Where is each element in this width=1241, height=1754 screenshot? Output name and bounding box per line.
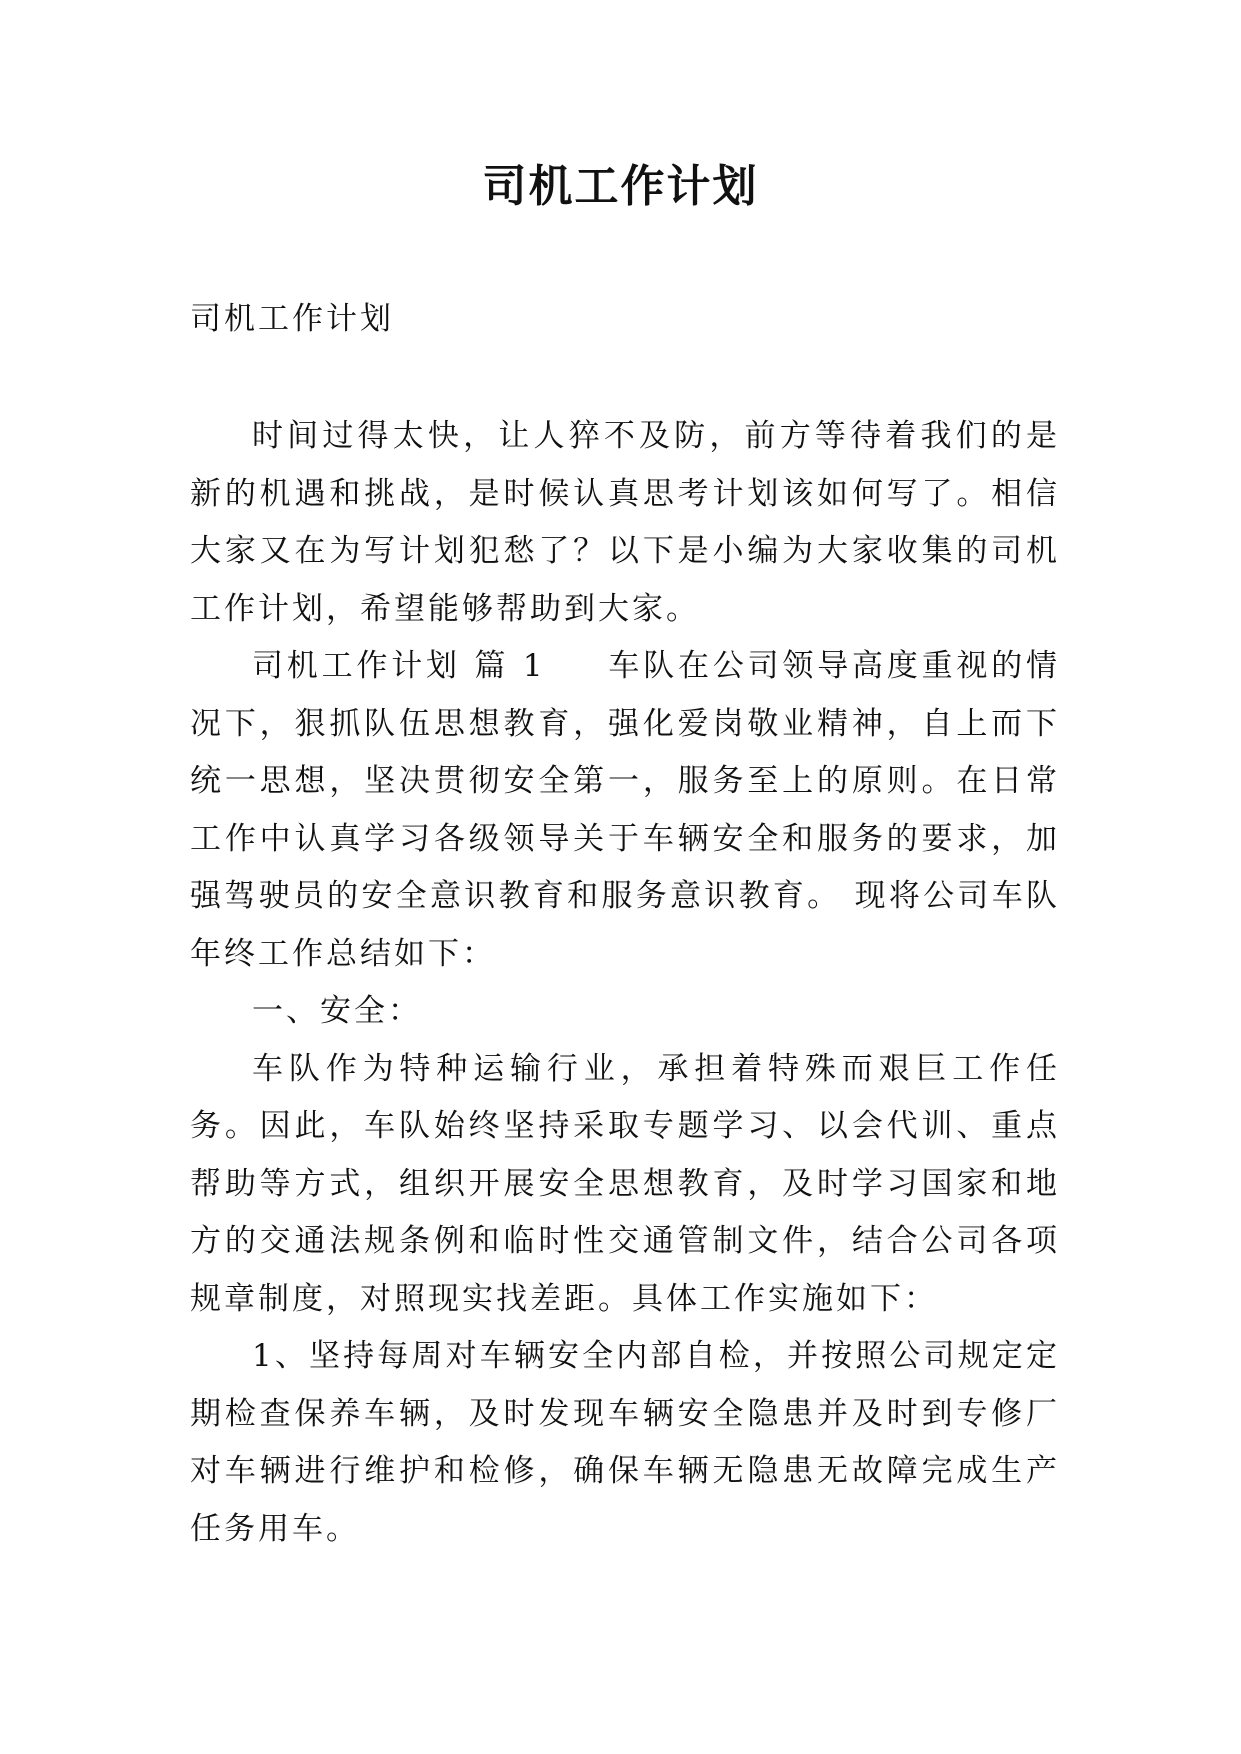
document-body xyxy=(190,408,1060,1558)
document-subtitle: 司机工作计划 xyxy=(190,301,394,337)
paragraph-text: 一、安全： xyxy=(252,993,422,1029)
paragraph-section-1 xyxy=(190,638,1060,983)
section-lead: 司机工作计划 篇 1 xyxy=(252,648,546,684)
document-title: 司机工作计划 xyxy=(482,161,759,212)
paragraph-safety xyxy=(190,1041,1060,1329)
heading-safety xyxy=(190,983,1060,1041)
paragraph-intro xyxy=(190,408,1060,638)
paragraph-text: 时间过得太快，让人猝不及防，前方等待着我们的是新的机遇和挑战，是时候认真思考计划该如何写了。相信大家又在为写计划犯愁了？以下是小编为大家收集的司机工作计划，希望能够帮助到大家。 xyxy=(190,418,1060,627)
paragraph-text: 车队在公司领导高度重视的情况下，狠抓队伍思想教育，强化爱岗敬业精神，自上而下统一思想，坚决贯彻安全第一，服务至上的原则。在日常工作中认真学习各级领导关于车辆安全和服务的要求，加强驾驶员的安全意识教育和服务意识教育。 现将公司车队年终工作总结如下： xyxy=(190,648,1061,972)
paragraph-text: 车队作为特种运输行业，承担着特殊而艰巨工作任务。因此，车队始终坚持采取专题学习、以会代训、重点帮助等方式，组织开展安全思想教育，及时学习国家和地方的交通法规条例和临时性交通管制文件，结合公司各项规章制度，对照现实找差距。具体工作实施如下： xyxy=(190,1050,1060,1317)
paragraph-item-1 xyxy=(190,1328,1060,1558)
paragraph-text: 1、坚持每周对车辆安全内部自检，并按照公司规定定期检查保养车辆，及时发现车辆安全隐患并及时到专修厂对车辆进行维护和检修，确保车辆无隐患无故障完成生产任务用车。 xyxy=(190,1338,1060,1547)
